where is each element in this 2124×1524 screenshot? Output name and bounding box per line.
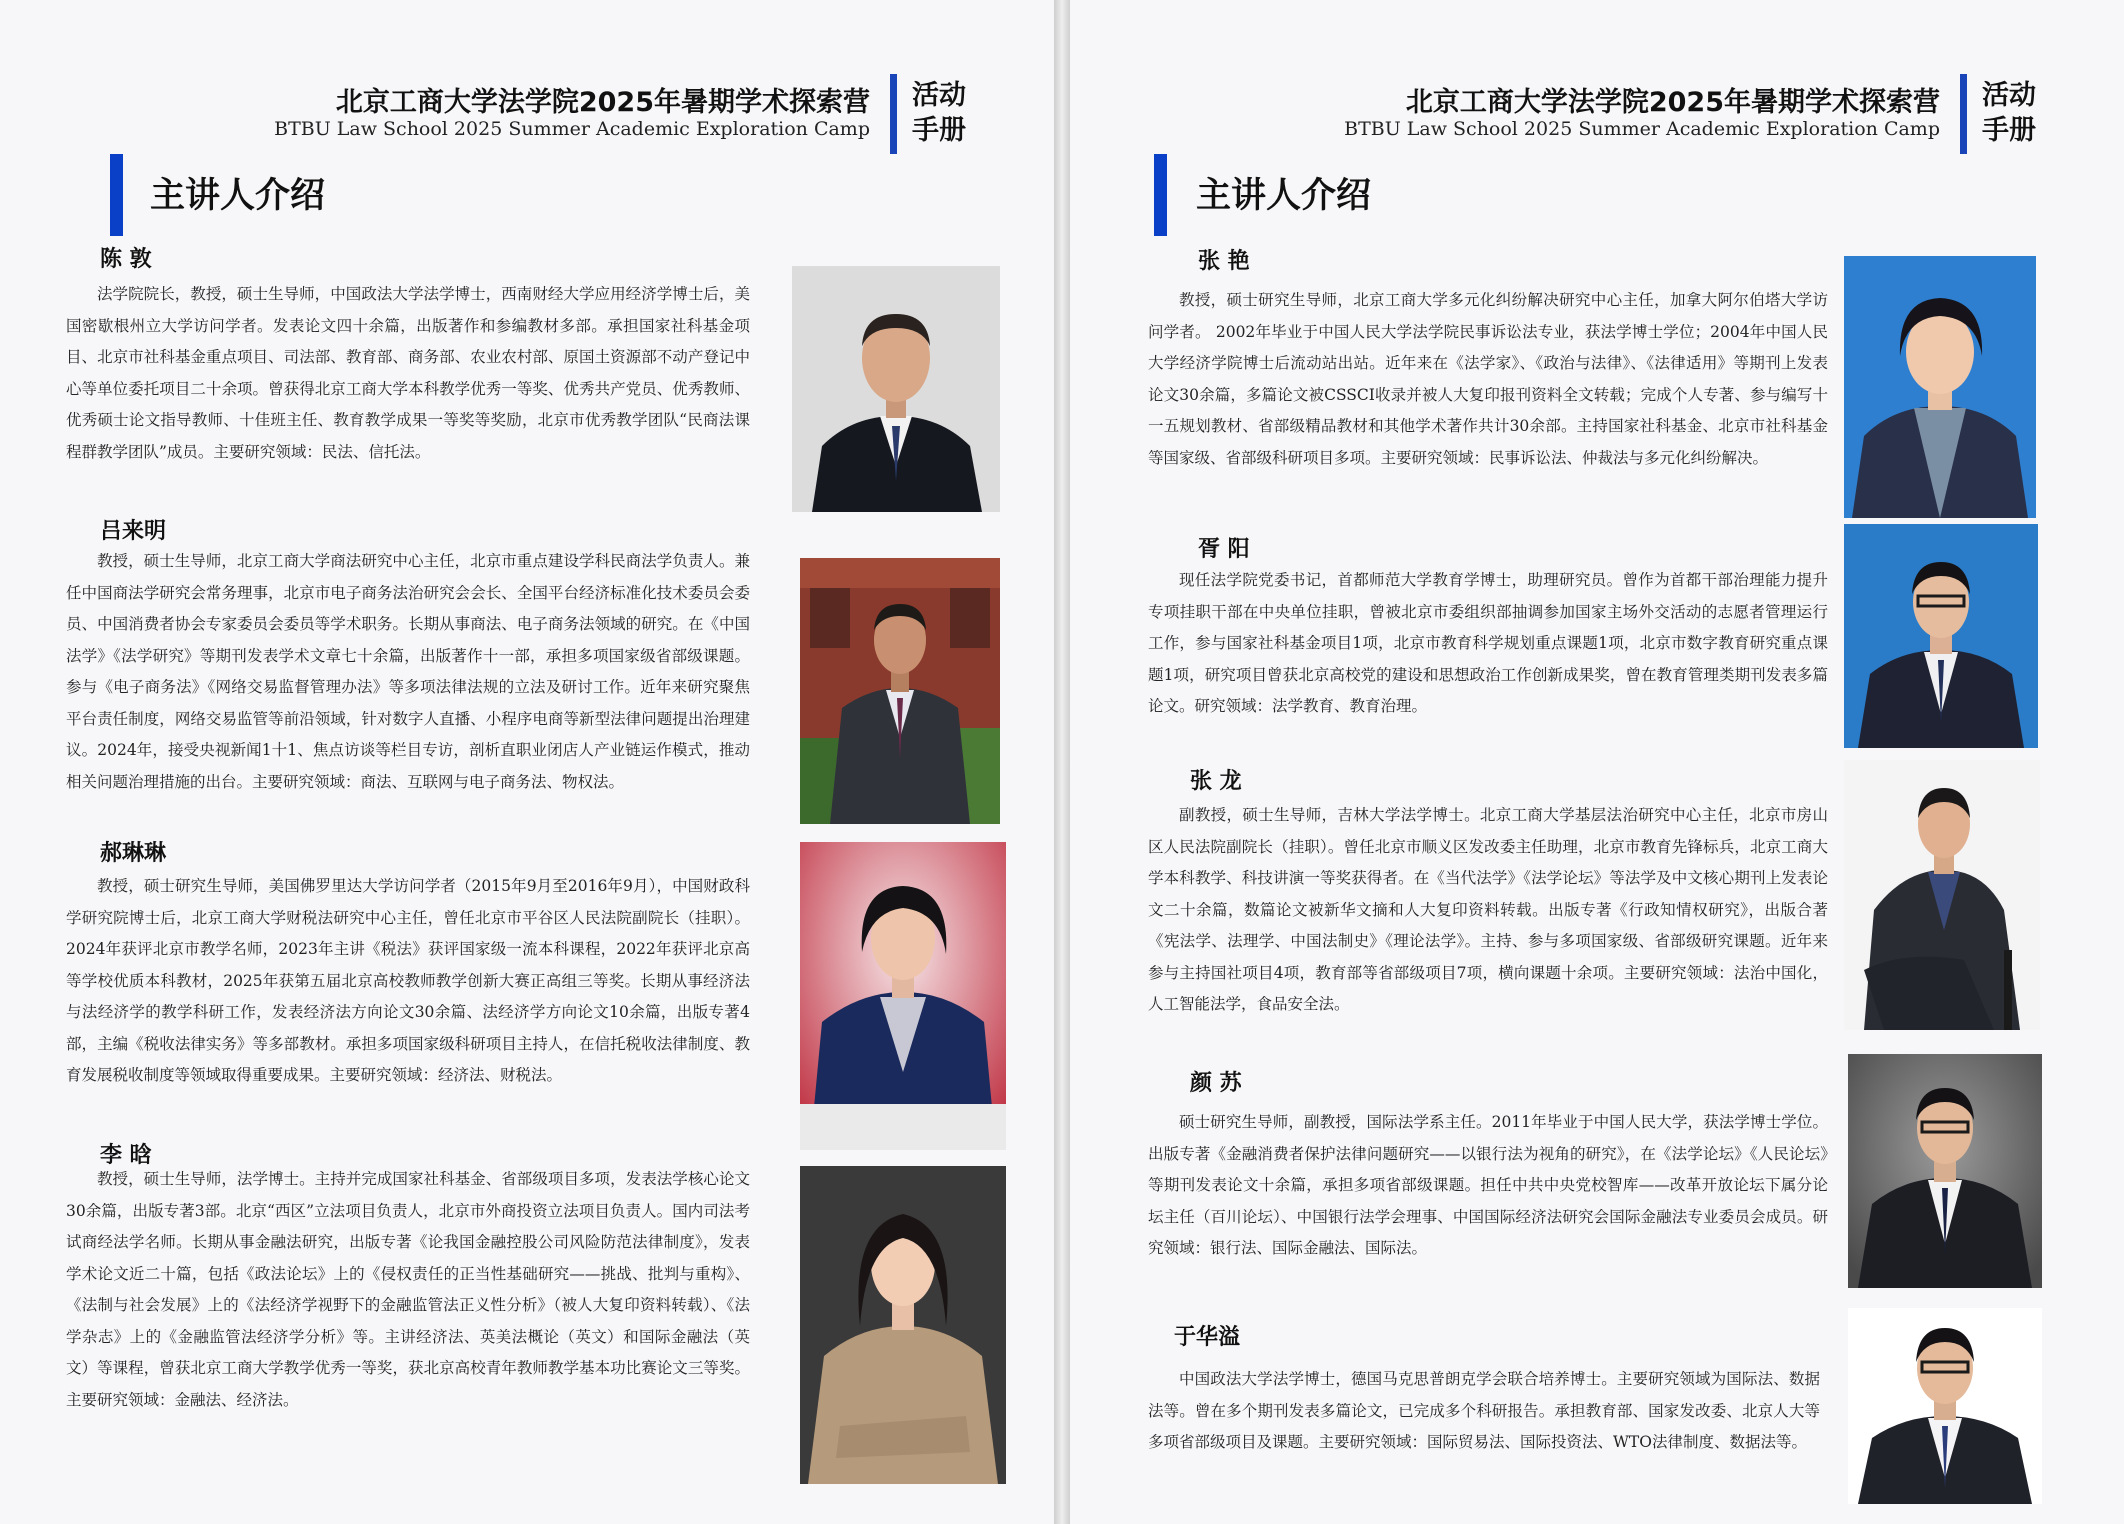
speaker-photo (792, 266, 1000, 512)
speaker-name: 陈 敦 (100, 247, 152, 272)
speaker-photo (800, 1166, 1006, 1484)
right-page (1070, 0, 2124, 1524)
speaker-name: 张 艳 (1198, 249, 1250, 274)
speaker-photo (800, 842, 1006, 1150)
speaker-bio: 教授，硕士研究生导师，北京工商大学多元化纠纷解决研究中心主任，加拿大阿尔伯塔大学访问学者。 2002年毕业于中国人民大学法学院民事诉讼法专业，获法学博士学位；2004年中国人民大学经济学院博士后流动站出站。近年来在《法学家》、《政治与法律》、《法律适用》等期刊上发表论文30余篇，多篇论文被CSSCI收录并被人大复印报刊资料全文转载；完成个人专著、参与编写十一五规划教材、省部级精品教材和其他学术著作共计30余部。主持国家社科基金、北京市社科基金等国家级、省部级科研项目多项。主要研究领域：民事诉讼法、仲裁法与多元化纠纷解决。 (1148, 291, 1828, 467)
speaker-photo (1844, 524, 2038, 748)
handbook-tag-line2: 手册 (912, 115, 966, 146)
handbook-subtitle: BTBU Law School 2025 Summer Academic Exploration Camp (1344, 118, 1940, 140)
section-accent-bar (110, 154, 123, 236)
speaker-bio: 教授，硕士生导师，法学博士。主持并完成国家社科基金、省部级项目多项，发表法学核心论文30余篇，出版专著3部。北京“西区”立法项目负责人，北京市外商投资立法项目负责人。国内司法考试商经法学名师。长期从事金融法研究，出版专著《论我国金融控股公司风险防范法律制度》，发表学术论文近二十篇，包括《政法论坛》上的《侵权责任的正当性基础研究——挑战、批判与重构》、《法制与社会发展》上的《法经济学视野下的金融监管法正义性分析》（被人大复印资料转载）、《法学杂志》上的《金融监管法经济学分析》等。主讲经济法、英美法概论（英文）和国际金融法（英文）等课程，曾获北京工商大学教学优秀一等奖，获北京高校青年教师教学基本功比赛论文三等奖。主要研究领域：金融法、经济法。 (66, 1170, 750, 1409)
speaker-bio: 教授，硕士生导师，北京工商大学商法研究中心主任，北京市重点建设学科民商法学负责人。兼任中国商法学研究会常务理事，北京市电子商务法治研究会会长、全国平台经济标准化技术委员会委员、中国消费者协会专家委员会委员等学术职务。长期从事商法、电子商务法领域的研究。在《中国法学》《法学研究》等期刊发表学术文章七十余篇，出版著作十一部，承担多项国家级省部级课题。参与《电子商务法》《网络交易监督管理办法》等多项法律法规的立法及研讨工作。近年来研究聚焦平台责任制度，网络交易监管等前沿领域，针对数字人直播、小程序电商等新型法律问题提出治理建议。2024年，接受央视新闻1十1、焦点访谈等栏目专访，剖析直职业闭店人产业链运作模式，推动相关问题治理措施的出台。主要研究领域：商法、互联网与电子商务法、物权法。 (66, 552, 750, 791)
speaker-bio: 法学院院长，教授，硕士生导师，中国政法大学法学博士，西南财经大学应用经济学博士后，美国密歇根州立大学访问学者。发表论文四十余篇，出版著作和参编教材多部。承担国家社科基金项目、北京市社科基金重点项目、司法部、教育部、商务部、农业农村部、原国土资源部不动产登记中心等单位委托项目二十余项。曾获得北京工商大学本科教学优秀一等奖、优秀共产党员、优秀教师、优秀硕士论文指导教师、十佳班主任、教育教学成果一等奖等奖励，北京市优秀教学团队“民商法课程群教学团队”成员。主要研究领域：民法、信托法。 (66, 285, 750, 461)
handbook-tag-line1: 活动 (1982, 80, 2036, 111)
speaker-bio: 副教授，硕士生导师，吉林大学法学博士。北京工商大学基层法治研究中心主任，北京市房山区人民法院副院长（挂职）。曾任北京市顺义区发改委主任助理，北京市教育先锋标兵，北京工商大学本科教学、科技讲演一等奖获得者。在《当代法学》《法学论坛》等法学及中文核心期刊上发表论文二十余篇，数篇论文被新华文摘和人大复印资料转载。出版专著《行政知情权研究》，出版合著《宪法学、法理学、中国法制史》《理论法学》。主持、参与多项国家级、省部级研究课题。近年来参与主持国社项目4项，教育部等省部级项目7项，横向课题十余项。主要研究领域：法治中国化，人工智能法学，食品安全法。 (1148, 806, 1828, 1013)
speaker-name: 吕来明 (100, 519, 167, 544)
handbook-tag-line2: 手册 (1982, 115, 2036, 146)
handbook-subtitle: BTBU Law School 2025 Summer Academic Exploration Camp (274, 118, 870, 140)
speaker-photo (1844, 256, 2036, 518)
speaker-bio: 中国政法大学法学博士，德国马克思普朗克学会联合培养博士。主要研究领域为国际法、数据法等。曾在多个期刊发表多篇论文，已完成多个科研报告。承担教育部、国家发改委、北京人大等多项省部级项目及课题。主要研究领域：国际贸易法、国际投资法、WTO法律制度、数据法等。 (1148, 1370, 1820, 1451)
speaker-name: 胥 阳 (1198, 537, 1250, 562)
speaker-photo (1848, 1054, 2042, 1288)
speaker-bio: 现任法学院党委书记，首都师范大学教育学博士，助理研究员。曾作为首都干部治理能力提升专项挂职干部在中央单位挂职，曾被北京市委组织部抽调参加国家主场外交活动的志愿者管理运行工作，参与国家社科基金项目1项，北京市教育科学规划重点课题1项，北京市数字教育研究重点课题1项，研究项目曾获北京高校党的建设和思想政治工作创新成果奖，曾在教育管理类期刊发表多篇论文。研究领域：法学教育、教育治理。 (1148, 571, 1828, 715)
speaker-name: 颜 苏 (1190, 1071, 1242, 1096)
left-page (0, 0, 1054, 1524)
handbook-title: 北京工商大学法学院2025年暑期学术探索营 (1405, 87, 1940, 118)
speaker-name: 于华溢 (1174, 1325, 1241, 1350)
handbook-tag (912, 78, 966, 148)
header-divider (890, 74, 897, 154)
speaker-photo (800, 558, 1000, 824)
speaker-photo (1848, 1308, 2042, 1504)
section-accent-bar (1154, 154, 1167, 236)
handbook-tag-line1: 活动 (912, 80, 966, 111)
speaker-name: 李 晗 (100, 1143, 152, 1168)
handbook-tag (1982, 78, 2036, 148)
section-title: 主讲人介绍 (1196, 176, 1372, 216)
speaker-name: 张 龙 (1190, 769, 1242, 794)
speaker-bio: 教授，硕士研究生导师，美国佛罗里达大学访问学者（2015年9月至2016年9月），中国财政科学研究院博士后，北京工商大学财税法研究中心主任，曾任北京市平谷区人民法院副院长（挂职）。2024年获评北京市教学名师，2023年主讲《税法》获评国家级一流本科课程，2022年获评北京高等学校优质本科教材，2025年获第五届北京高校教师教学创新大赛正高组三等奖。长期从事经济法与法经济学的教学科研工作，发表经济法方向论文30余篇、法经济学方向论文10余篇，出版专著4部，主编《税收法律实务》等多部教材。承担多项国家级科研项目主持人，在信托税收法律制度、教育发展税收制度等领域取得重要成果。主要研究领域：经济法、财税法。 (66, 877, 750, 1084)
handbook-title: 北京工商大学法学院2025年暑期学术探索营 (335, 87, 870, 118)
page-gutter (1054, 0, 1070, 1524)
speaker-bio: 硕士研究生导师，副教授，国际法学系主任。2011年毕业于中国人民大学，获法学博士学位。出版专著《金融消费者保护法律问题研究——以银行法为视角的研究》，在《法学论坛》《人民论坛》等期刊发表论文十余篇，承担多项省部级课题。担任中共中央党校智库——改革开放论坛下属分论坛主任（百川论坛）、中国银行法学会理事、中国国际经济法研究会国际金融法专业委员会成员。研究领域：银行法、国际金融法、国际法。 (1148, 1113, 1828, 1257)
speaker-photo (1844, 760, 2040, 1030)
speaker-name: 郝琳琳 (100, 841, 167, 866)
header-divider (1960, 74, 1967, 154)
section-title: 主讲人介绍 (150, 176, 326, 216)
